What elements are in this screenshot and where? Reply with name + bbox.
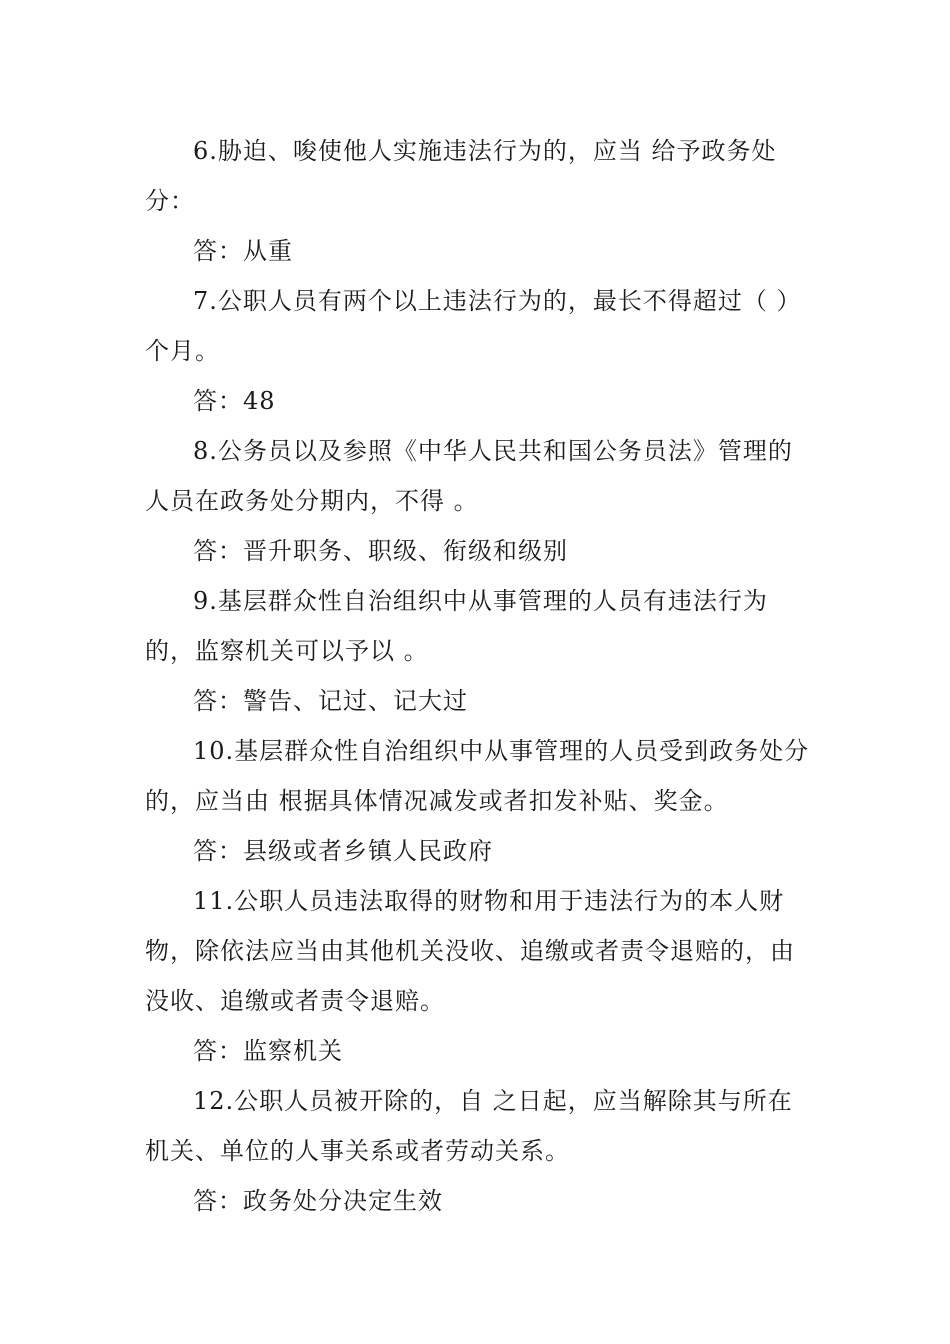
- answer-12: 答：政务处分决定生效: [193, 1187, 443, 1215]
- answer-9: 答：警告、记过、记大过: [193, 687, 468, 715]
- answer-10: 答：县级或者乡镇人民政府: [193, 837, 493, 865]
- question-6: 6.胁迫、唆使他人实施违法行为的，应当 给予政务处分：: [145, 137, 777, 215]
- answer-11: 答：监察机关: [193, 1037, 343, 1065]
- answer-6: 答：从重: [193, 237, 293, 265]
- answer-7: 答：48: [193, 387, 276, 415]
- question-12: 12.公职人员被开除的，自 之日起，应当解除其与所在机关、单位的人事关系或者劳动关系。: [145, 1087, 793, 1165]
- answer-8: 答：晋升职务、职级、衔级和级别: [193, 537, 568, 565]
- question-10: 10.基层群众性自治组织中从事管理的人员受到政务处分的，应当由 根据具体情况减发或者扣发补贴、奖金。: [145, 737, 810, 815]
- question-11: 11.公职人员违法取得的财物和用于违法行为的本人财物，除依法应当由其他机关没收、追缴或者责令退赔的，由 没收、追缴或者责令退赔。: [145, 887, 795, 1015]
- question-8: 8.公务员以及参照《中华人民共和国公务员法》管理的人员在政务处分期内，不得 。: [145, 437, 793, 515]
- document-body: [145, 126, 810, 1226]
- question-7: 7.公职人员有两个以上违法行为的，最长不得超过（ ）个月。: [145, 287, 802, 365]
- question-9: 9.基层群众性自治组织中从事管理的人员有违法行为的，监察机关可以予以 。: [145, 587, 768, 665]
